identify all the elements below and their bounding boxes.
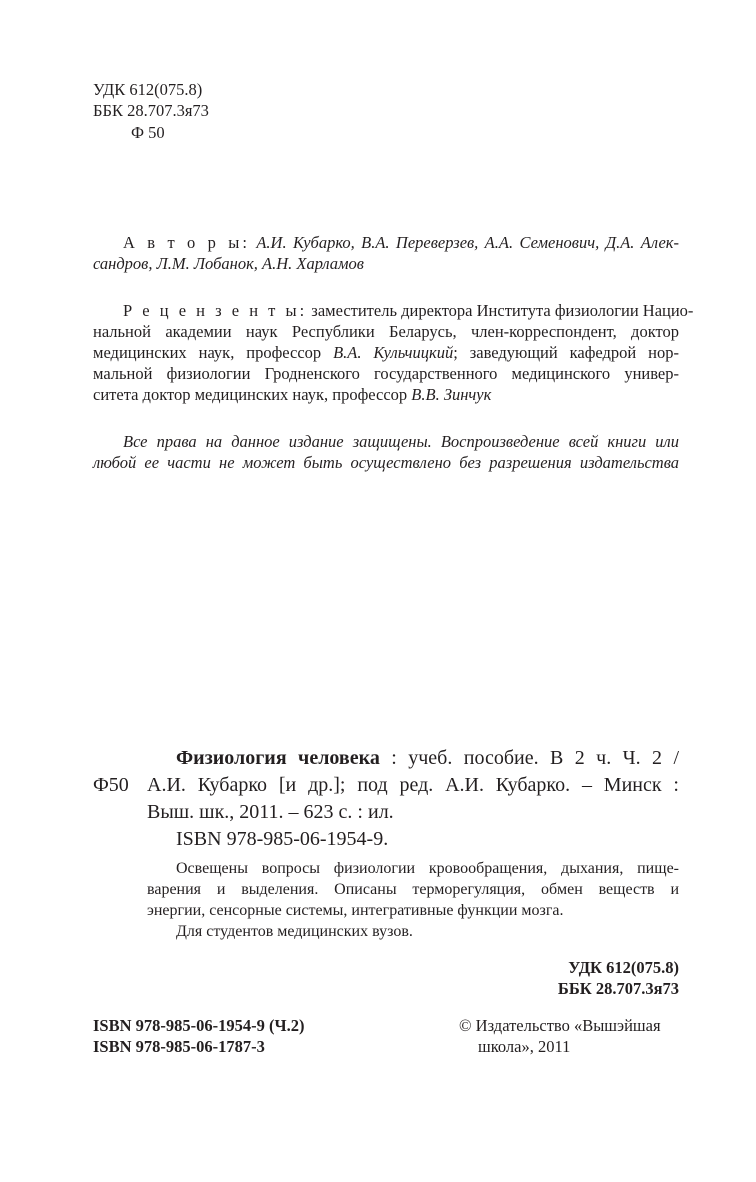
catalog-line-2: А.И. Кубарко [и др.]; под ред. А.И. Кубарко. – Минск : bbox=[147, 774, 679, 796]
reviewers-line-1 bbox=[123, 301, 694, 322]
annotation-line-4: Для студентов медицинских вузов. bbox=[176, 923, 413, 940]
reviewers-line-5 bbox=[93, 385, 491, 406]
reviewers-text-3a: медицинских наук, профессор bbox=[93, 343, 334, 362]
catalog-title: Физиология человека bbox=[176, 747, 380, 769]
reviewers-line-4: мальной физиологии Гродненского государственного медицинского универ- bbox=[93, 364, 679, 383]
copyright-line-1: © Издательство «Вышэйшая bbox=[459, 1016, 661, 1035]
reviewer-name-2: В.В. Зинчук bbox=[411, 385, 492, 404]
reviewers-text-5a: ситета доктор медицинских наук, профессор bbox=[93, 385, 412, 404]
catalog-line-1 bbox=[176, 745, 679, 772]
reviewers-text-3b: ; заведующий кафедрой нор- bbox=[453, 343, 680, 362]
authors-line-1 bbox=[123, 233, 679, 254]
catalog-text-1: : учеб. пособие. В 2 ч. Ч. 2 / bbox=[391, 747, 680, 769]
catalog-isbn: ISBN 978-985-06-1954-9. bbox=[176, 828, 389, 850]
footer-isbn-set: ISBN 978-985-06-1787-3 bbox=[93, 1037, 265, 1056]
footer-isbn-part: ISBN 978-985-06-1954-9 (Ч.2) bbox=[93, 1016, 305, 1035]
header-udk: УДК 612(075.8) bbox=[93, 80, 203, 99]
annotation-line-1: Освещены вопросы физиологии кровообращения, дыхания, пище- bbox=[176, 860, 679, 877]
catalog-code: Ф50 bbox=[93, 774, 129, 796]
reviewer-name-1: В.А. Кульчицкий bbox=[333, 343, 454, 362]
authors-label: А в т о р ы: bbox=[123, 233, 250, 252]
footer-bbk: ББК 28.707.3я73 bbox=[557, 979, 679, 998]
authors-line-2: сандров, Л.М. Лобанок, А.Н. Харламов bbox=[93, 254, 364, 273]
header-code: Ф 50 bbox=[131, 123, 165, 142]
annotation-line-3: энергии, сенсорные системы, интегративные функции мозга. bbox=[147, 902, 564, 919]
authors-names-1: А.И. Кубарко, В.А. Переверзев, А.А. Семенович, Д.А. Алек- bbox=[256, 233, 679, 252]
annotation-line-2: варения и выделения. Описаны терморегуляция, обмен веществ и bbox=[147, 881, 679, 898]
reviewers-line-2: нальной академии наук Республики Беларусь, член-корреспондент, доктор bbox=[93, 322, 679, 341]
rights-line-2: любой ее части не может быть осуществлено без разрешения издательства bbox=[93, 453, 679, 472]
rights-line-1: Все права на данное издание защищены. Воспроизведение всей книги или bbox=[123, 432, 679, 451]
catalog-line-3: Выш. шк., 2011. – 623 с. : ил. bbox=[147, 801, 394, 823]
footer-udk: УДК 612(075.8) bbox=[568, 958, 679, 977]
reviewers-line-3 bbox=[93, 343, 679, 364]
header-bbk: ББК 28.707.3я73 bbox=[93, 101, 209, 120]
copyright-line-2: школа», 2011 bbox=[478, 1037, 571, 1056]
reviewers-label: Р е ц е н з е н т ы: bbox=[123, 301, 308, 320]
reviewers-text-1: заместитель директора Института физиологии Нацио- bbox=[311, 301, 694, 320]
